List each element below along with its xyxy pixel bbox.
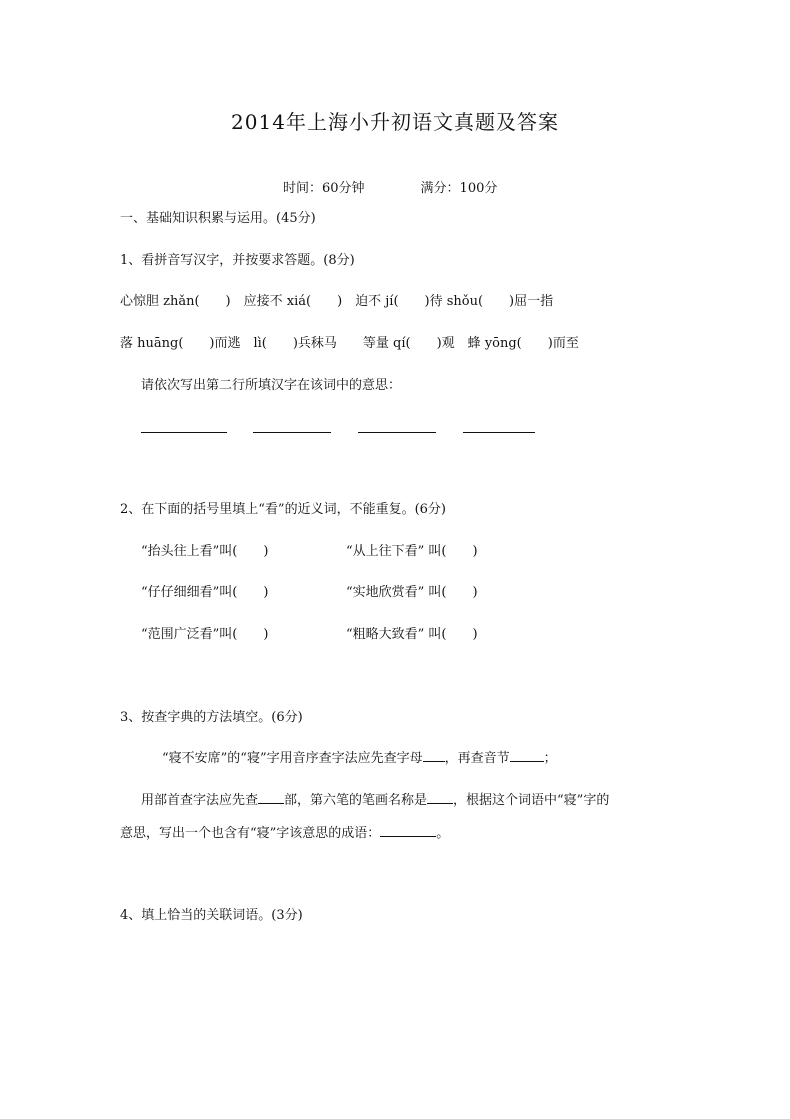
blank-radical [258,790,284,804]
answer-line-4 [463,432,535,433]
document-title: 2014年上海小升初语文真题及答案 [231,110,559,134]
blank-idiom [380,823,436,837]
q2-row-1-left: “抬头往上看”叫( ) [141,544,269,559]
answer-line-3 [358,432,436,433]
answer-line-1 [141,432,227,433]
q4-header: 4、填上恰当的关联词语。(3分) [120,908,303,923]
q3-line-2-text-b: 部，第六笔的笔画名称是 [284,793,428,808]
q3-header: 3、按查字典的方法填空。(6分) [120,710,303,725]
blank-syllable [510,748,544,762]
q3-line-3 [120,822,449,841]
q3-line-2 [141,789,609,808]
q3-line-3-text-b: 。 [436,826,450,841]
q1-instruction: 请依次写出第二行所填汉字在该词中的意思： [141,378,402,393]
q2-header: 2、在下面的括号里填上“看”的近义词，不能重复。(6分) [120,502,446,517]
answer-line-2 [253,432,331,433]
q2-row-2-left: “仔仔细细看”叫( ) [141,585,269,600]
q1-row-1: 心惊胆 zhǎn( ) 应接不 xiá( ) 迫不 jí( )待 shǒu( )屈一指 [120,294,554,309]
q2-row-3-right: “粗略大致看” 叫( ) [346,627,478,642]
section-heading: 一、基础知识积累与运用。(45分) [120,211,316,226]
q3-line-1 [162,747,557,766]
q3-line-1-text-b: ，再查音节 [444,751,510,766]
q3-line-1-text-a: “寝不安席”的“寝”字用音序查字法应先查字母 [162,751,423,766]
blank-stroke [427,790,453,804]
q3-line-1-text-c: ； [543,751,557,766]
q3-line-2-text-c: ，根据这个词语中“寝”字的 [453,793,610,808]
exam-time: 时间：60分钟 [283,181,365,196]
q3-line-2-text-a: 用部首查字法应先查 [141,793,259,808]
exam-meta [283,177,497,196]
blank-letter [423,748,445,762]
q3-line-3-text-a: 意思，写出一个也含有“寝”字该意思的成语： [120,826,381,841]
q2-row-3-left: “范围广泛看”叫( ) [141,627,269,642]
q2-row-1-right: “从上往下看” 叫( ) [346,544,478,559]
q2-row-2-right: “实地欣赏看” 叫( ) [346,585,478,600]
q1-row-2: 落 huāng( )而逃 lì( )兵秣马 等量 qí( )观 蜂 yōng( )而至 [120,336,579,351]
exam-score: 满分：100分 [420,181,498,196]
q1-header: 1、看拼音写汉字，并按要求答题。(8分) [120,253,355,268]
